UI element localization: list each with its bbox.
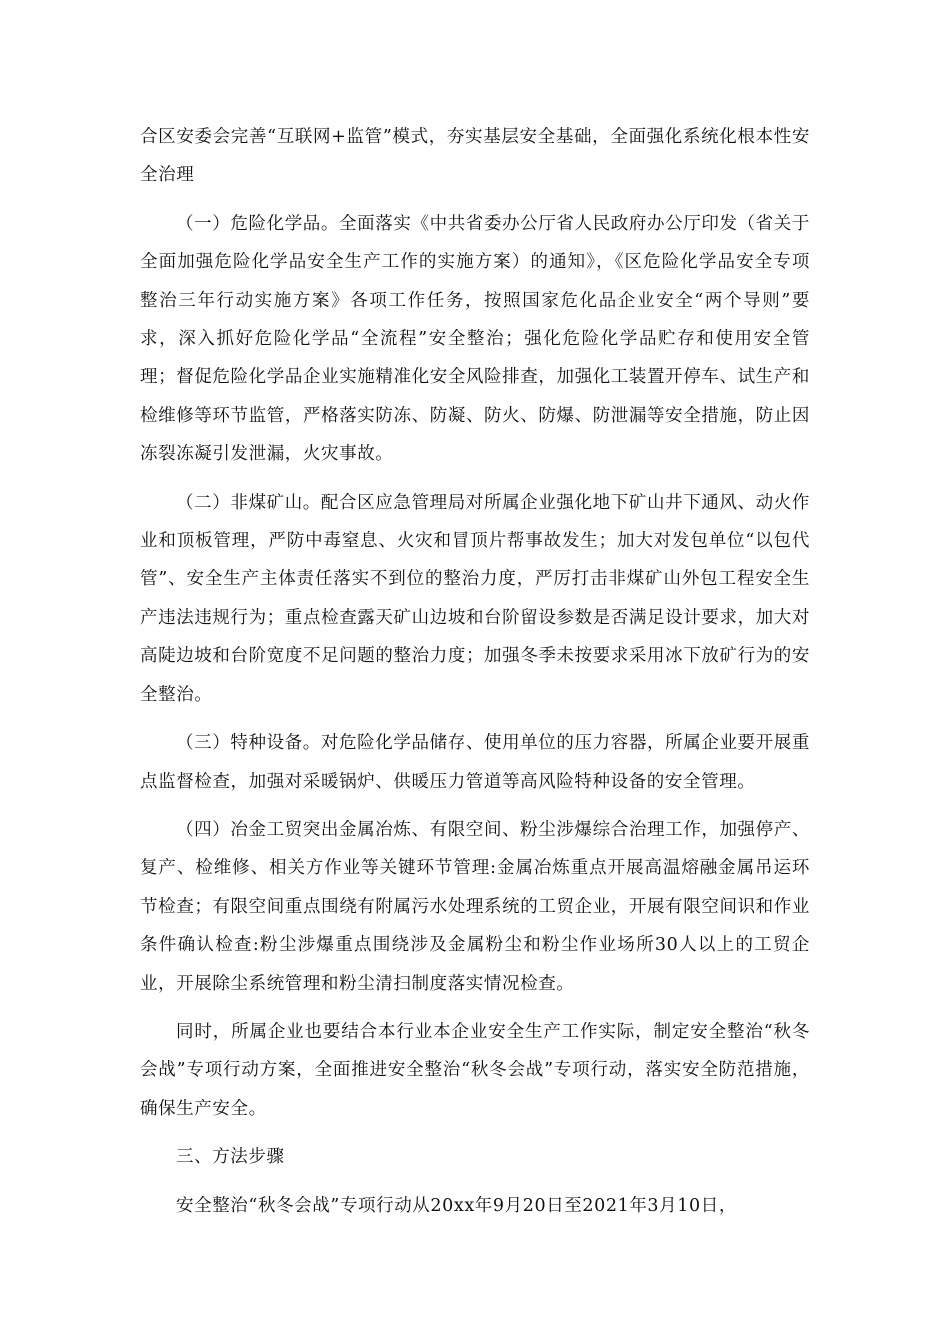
document-body: [140, 118, 810, 1235]
paragraph-non-coal-mines: （二）非煤矿山。配合区应急管理局对所属企业强化地下矿山井下通风、动火作业和顶板管理，严防中毒窒息、火灾和冒顶片帮事故发生；加大对发包单位“以包代管”、安全生产主体责任落实不到位的整治力度，严厉打击非煤矿山外包工程安全生产违法违规行为；重点检查露天矿山边坡和台阶留设参数是否满足设计要求，加大对高陡边坡和台阶宽度不足问题的整治力度；加强冬季未按要求采用冰下放矿行为的安全整治。: [140, 492, 810, 705]
paragraph-special-equipment: （三）特种设备。对危险化学品储存、使用单位的压力容器，所属企业要开展重点监督检查，加强对采暖锅炉、供暖压力管道等高风险特种设备的安全管理。: [140, 733, 810, 792]
paragraph-metallurgy-trade: （四）冶金工贸突出金属冶炼、有限空间、粉尘涉爆综合治理工作，加强停产、复产、检维修、相关方作业等关键环节管理:金属冶炼重点开展高温熔融金属吊运环节检查；有限空间重点围绕有附属污水处理系统的工贸企业，开展有限空间识和作业条件确认检查:粉尘涉爆重点围绕涉及金属粉尘和粉尘作业场所30人以上的工贸企业，开展除尘系统管理和粉尘清扫制度落实情况检查。: [140, 819, 810, 994]
paragraph-timeline: 安全整治“秋冬会战”专项行动从20xx年9月20日至2021年3月10日，: [176, 1195, 737, 1216]
paragraph-meanwhile: 同时，所属企业也要结合本行业本企业安全生产工作实际，制定安全整治“秋冬会战”专项行动方案，全面推进安全整治“秋冬会战”专项行动，落实安全防范措施，确保生产安全。: [140, 1021, 810, 1119]
paragraph-hazardous-chemicals: （一）危险化学品。全面落实《中共省委办公厅省人民政府办公厅印发（省关于全面加强危险化学品安全生产工作的实施方案）的通知》，《区危险化学品安全专项整治三年行动实施方案》各项工作任务，按照国家危化品企业安全“两个导则”要求，深入抓好危险化学品“全流程”安全整治；强化危险化学品贮存和使用安全管理；督促危险化学品企业实施精准化安全风险排查，加强化工装置开停车、试生产和检维修等环节监管，严格落实防冻、防凝、防火、防爆、防泄漏等安全措施，防止因冻裂冻凝引发泄漏，火灾事故。: [140, 213, 810, 465]
paragraph-continuation: 合区安委会完善“互联网+监管”模式，夯实基层安全基础，全面强化系统化根本性安全治理: [140, 127, 810, 186]
section-heading-methods-steps: 三、方法步骤: [176, 1147, 285, 1168]
